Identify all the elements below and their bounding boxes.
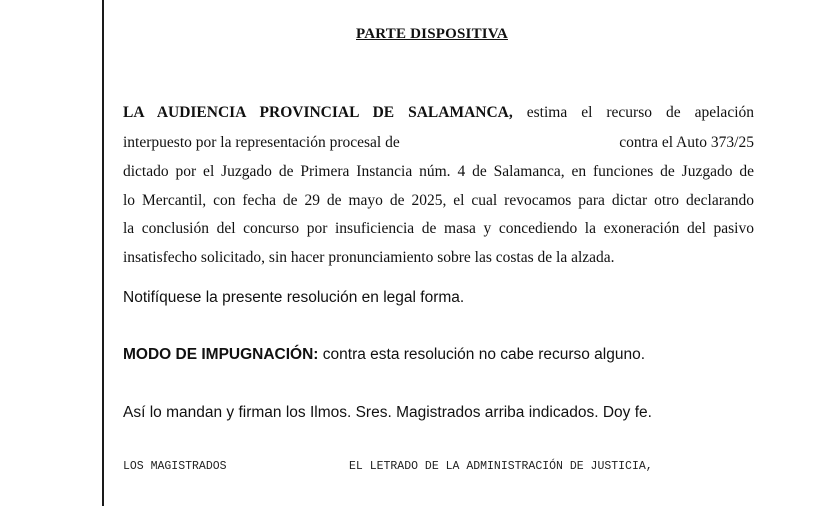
left-margin-rule — [102, 0, 104, 506]
section-heading: PARTE DISPOSITIVA — [356, 26, 508, 42]
ruling-line-2-text-b: contra el Auto 373/25 — [619, 134, 754, 151]
ruling-line-1-text: estima el recurso de apelación — [526, 104, 754, 121]
ruling-line-4: lo Mercantil, con fecha de 29 de mayo de 2025, el cual revocamos para dictar otro declarando — [123, 192, 754, 209]
ruling-line-1 — [123, 103, 754, 123]
ruling-line-5: la conclusión del concurso por insuficiencia de masa y concediendo la exoneración del pasivo — [123, 220, 754, 237]
ruling-line-2 — [123, 133, 754, 153]
signature-magistrates: LOS MAGISTRADOS — [123, 460, 227, 473]
closing-text: Así lo mandan y firman los Ilmos. Sres. Magistrados arriba indicados. Doy fe. — [123, 404, 652, 421]
court-name: LA AUDIENCIA PROVINCIAL DE SALAMANCA, — [123, 104, 513, 121]
notification-text: Notifíquese la presente resolución en legal forma. — [123, 289, 465, 306]
ruling-line-6: insatisfecho solicitado, sin hacer pronunciamiento sobre las costas de la alzada. — [123, 249, 615, 266]
impugnation-text: contra esta resolución no cabe recurso alguno. — [322, 346, 646, 363]
impugnation-line — [123, 345, 645, 365]
ruling-line-3: dictado por el Juzgado de Primera Instancia núm. 4 de Salamanca, en funciones de Juzgado de — [123, 163, 754, 180]
signature-clerk: EL LETRADO DE LA ADMINISTRACIÓN DE JUSTICIA, — [349, 460, 653, 473]
impugnation-label: MODO DE IMPUGNACIÓN: — [123, 346, 319, 363]
ruling-line-2-text-a: interpuesto por la representación procesal de — [123, 134, 400, 151]
